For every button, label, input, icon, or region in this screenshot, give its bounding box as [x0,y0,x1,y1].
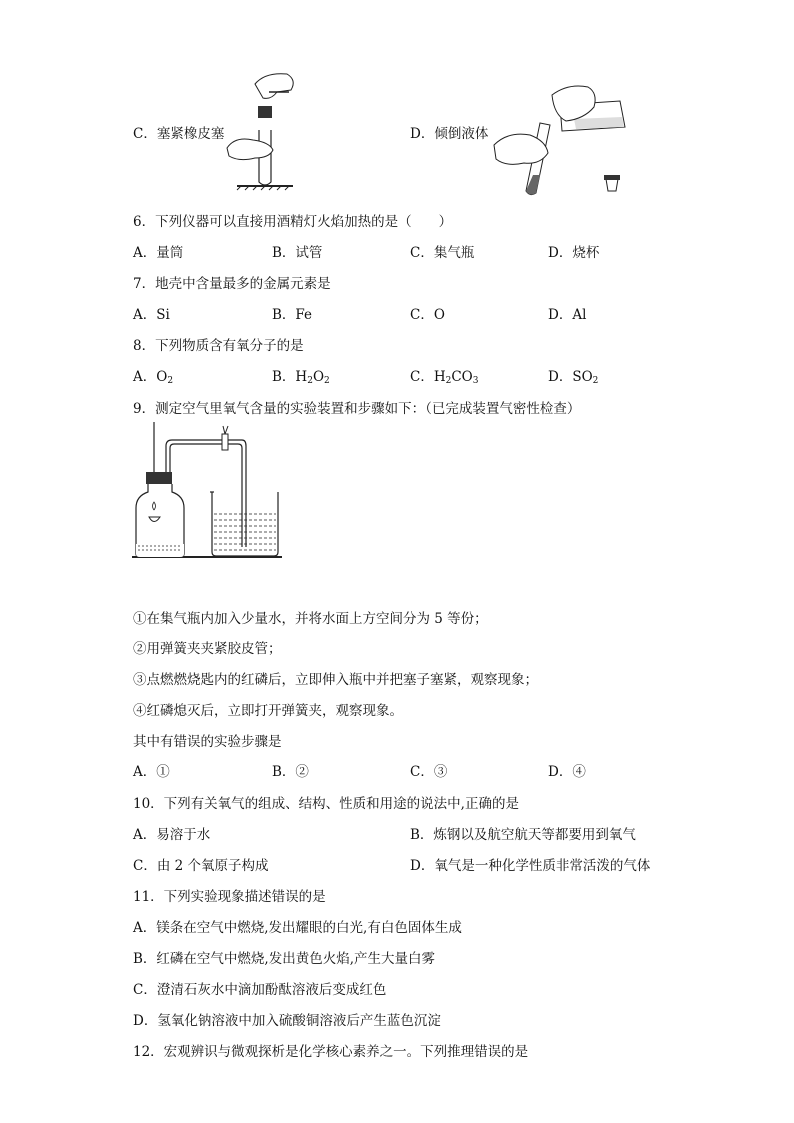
q11-option-a: A．镁条在空气中燃烧,发出耀眼的白光,有白色固体生成 [133,920,462,936]
q8-option-b: B．$H_2O_2$ [272,369,330,386]
q10-option-d: D．氧气是一种化学性质非常活泼的气体 [410,858,651,874]
stopper-test-tube-illustration [225,70,305,190]
q9-step-3: ③点燃燃烧匙内的红磷后，立即伸入瓶中并把塞子塞紧，观察现象； [133,672,538,688]
q9-option-d: D．④ [548,764,586,780]
q11-option-b: B．红磷在空气中燃烧,发出黄色火焰,产生大量白雾 [133,951,436,967]
q5-option-c: C．塞紧橡皮塞 [133,126,225,142]
q8-stem: 8．下列物质含有氧分子的是 [133,338,304,354]
q9-stem: 9．测定空气里氧气含量的实验装置和步骤如下：（已完成装置气密性检查） [133,401,581,417]
q6-option-a: A．量筒 [133,245,184,261]
q9-question: 其中有错误的实验步骤是 [133,734,282,750]
q9-step-4: ④红磷熄灭后，立即打开弹簧夹，观察现象。 [133,703,403,719]
q8-option-d: D．$SO_2$ [548,369,599,386]
q9-option-c: C．③ [410,764,448,780]
q10-option-b: B．炼钢以及航空航天等都要用到氧气 [410,827,636,843]
q7-option-d: D．Al [548,307,587,323]
q10-option-c: C．由 2 个氧原子构成 [133,858,269,874]
q6-option-b: B．试管 [272,245,323,261]
q9-option-a: A．① [133,764,170,780]
q6-option-d: D．烧杯 [548,245,600,261]
q10-stem: 10．下列有关氧气的组成、结构、性质和用途的说法中,正确的是 [133,796,519,812]
q7-option-b: B．Fe [272,307,313,323]
q7-stem: 7．地壳中含量最多的金属元素是 [133,276,331,292]
q7-option-a: A．Si [133,307,170,323]
q6-stem: 6．下列仪器可以直接用酒精灯火焰加热的是（ ） [133,214,453,230]
q6-option-c: C．集气瓶 [410,245,475,261]
q10-option-a: A．易溶于水 [133,827,211,843]
q11-stem: 11．下列实验现象描述错误的是 [133,889,326,905]
q12-stem: 12．宏观辨识与微观探析是化学核心素养之一。下列推理错误的是 [133,1044,529,1060]
q11-option-d: D．氢氧化钠溶液中加入硫酸铜溶液后产生蓝色沉淀 [133,1013,441,1029]
q9-step-2: ②用弹簧夹夹紧胶皮管； [133,641,282,657]
q9-step-1: ①在集气瓶内加入少量水，并将水面上方空间分为 5 等份； [133,611,488,627]
q7-option-c: C．O [410,307,445,323]
q5-option-d: D．倾倒液体 [410,126,489,142]
q11-option-c: C．澄清石灰水中滴加酚酞溶液后变成红色 [133,982,387,998]
q8-option-c: C．$H_2CO_3$ [410,369,479,386]
q8-option-a: A．$O_2$ [133,369,174,386]
oxygen-apparatus-diagram [132,422,287,567]
pouring-liquid-illustration [490,75,640,195]
q9-option-b: B．② [272,764,309,780]
